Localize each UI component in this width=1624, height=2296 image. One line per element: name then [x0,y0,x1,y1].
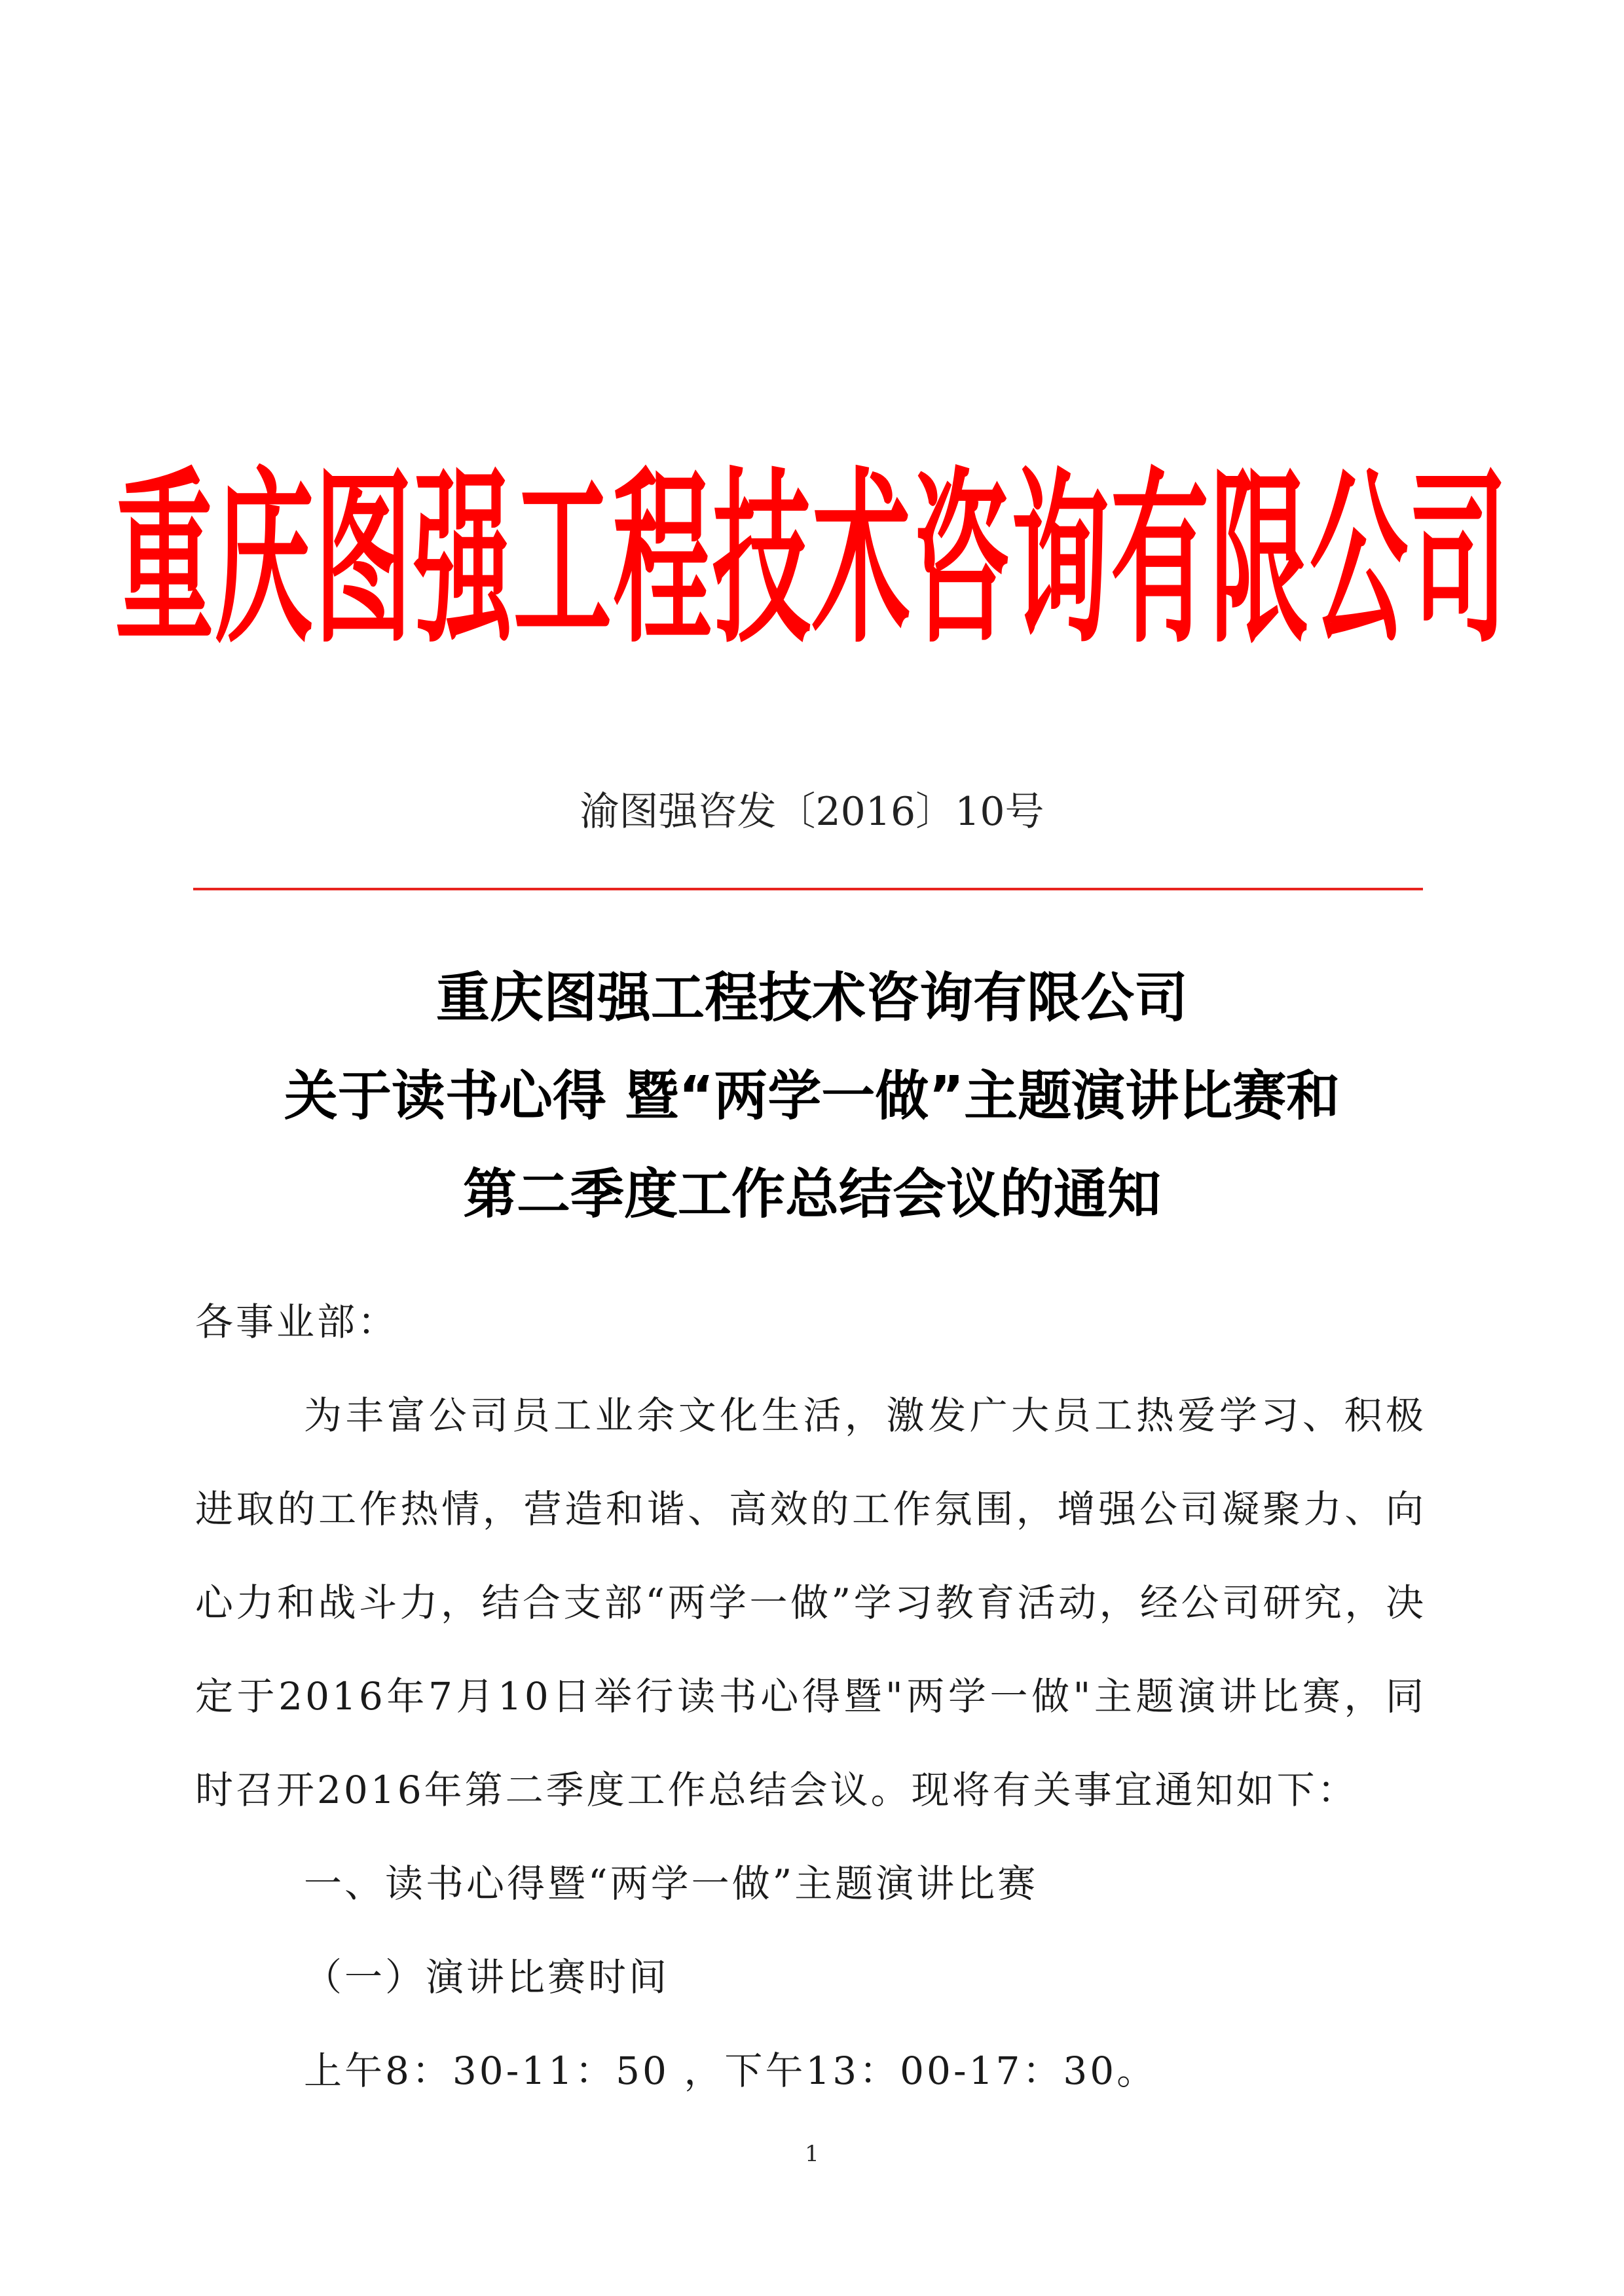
intro-paragraph: 为丰富公司员工业余文化生活，激发广大员工热爱学习、积极进取的工作热情，营造和谐、高效的工作氛围，增强公司凝聚力、向心力和战斗力，结合支部“两学一做”学习教育活动，经公司研究，决定于2016年7月10日举行读书心得暨"两学一做"主题演讲比赛，同时召开2016年第二季度工作总结会议。现将有关事宜通知如下： [195,1393,1426,1812]
notice-body [195,1275,1426,2118]
notice-title-line-1: 重庆图强工程技术咨询有限公司 [435,967,1188,1029]
document-number: 渝图强咨发〔2016〕10号 [580,789,1044,835]
letterhead [115,419,1509,669]
time-detail: 上午8：30-11：50 ，下午13：00-17：30。 [304,2049,1158,2093]
letterhead-company-name: 重庆图强工程技术咨询有限公司 [115,452,1509,669]
section-1-heading: 一、读书心得暨“两学一做”主题演讲比赛 [304,1861,1039,1906]
salutation: 各事业部： [195,1300,399,1344]
red-divider-line [193,888,1423,890]
notice-title-line-3: 第二季度工作总结会议的通知 [462,1163,1161,1226]
subsection-1-heading: （一）演讲比赛时间 [304,1955,670,1999]
notice-title [0,949,1624,1244]
notice-title-line-2: 关于读书心得 暨“两学一做”主题演讲比赛和 [284,1065,1340,1127]
page-number: 1 [805,2141,819,2167]
